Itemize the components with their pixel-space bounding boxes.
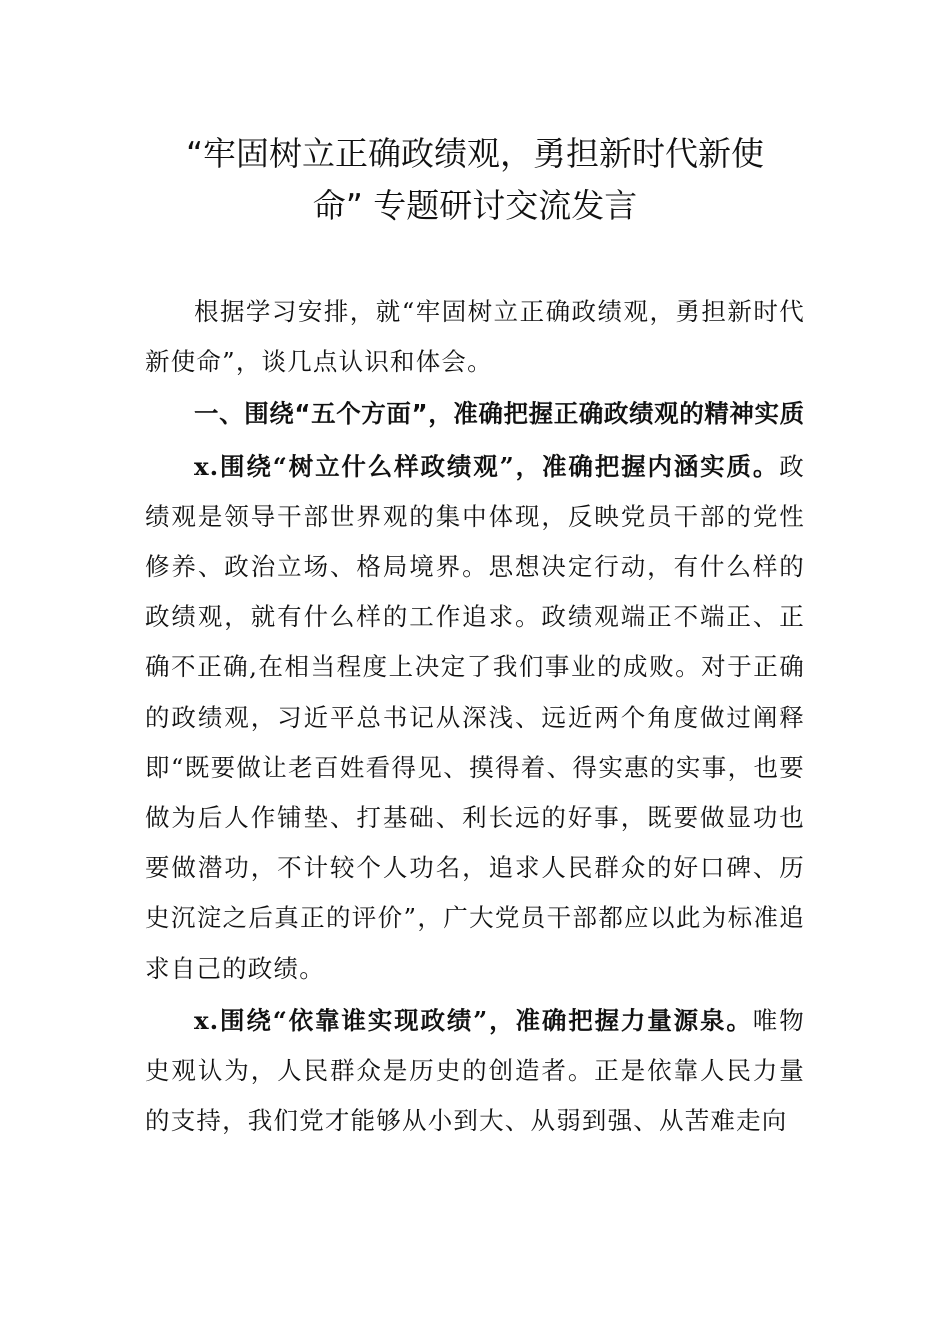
point-2-lead: x.围绕“依靠谁实现政绩”，准确把握力量源泉。: [194, 1005, 753, 1035]
point-1-paragraph: [145, 442, 805, 994]
intro-paragraph: 根据学习安排，就“牢固树立正确政绩观，勇担新时代新使命”，谈几点认识和体会。: [145, 297, 805, 377]
document-title: [145, 128, 805, 232]
point-1-text: 政绩观是领导干部世界观的集中体现，反映党员干部的党性修养、政治立场、格局境界。思想决定行动，有什么样的政绩观，就有什么样的工作追求。政绩观端正不端正、正确不正确,在相当程度上决定了我们事业的成败。对于正确的政绩观，习近平总书记从深浅、远近两个角度做过阐释即“既要做让老百姓看得见、摸得着、得实惠的实事，也要做为后人作铺垫、打基础、利长远的好事，既要做显功也要做潜功，不计较个人功名，追求人民群众的好口碑、历史沉淀之后真正的评价”，广大党员干部都应以此为标准追求自己的政绩。: [145, 451, 805, 983]
section-heading-1: 一、围绕“五个方面”，准确把握正确政绩观的精神实质: [194, 399, 805, 429]
title-line-2: 命” 专题研讨交流发言: [312, 186, 638, 225]
title-line-1: “牢固树立正确政绩观，勇担新时代新使: [185, 134, 765, 173]
point-2-paragraph: [145, 996, 805, 1147]
point-1-lead: x.围绕“树立什么样政绩观”，准确把握内涵实质。: [194, 451, 780, 481]
document-body: [145, 287, 805, 1146]
point-2-text: 唯物史观认为，人民群众是历史的创造者。正是依靠人民力量的支持，我们党才能够从小到大、从弱到强、从苦难走向: [145, 1005, 805, 1136]
